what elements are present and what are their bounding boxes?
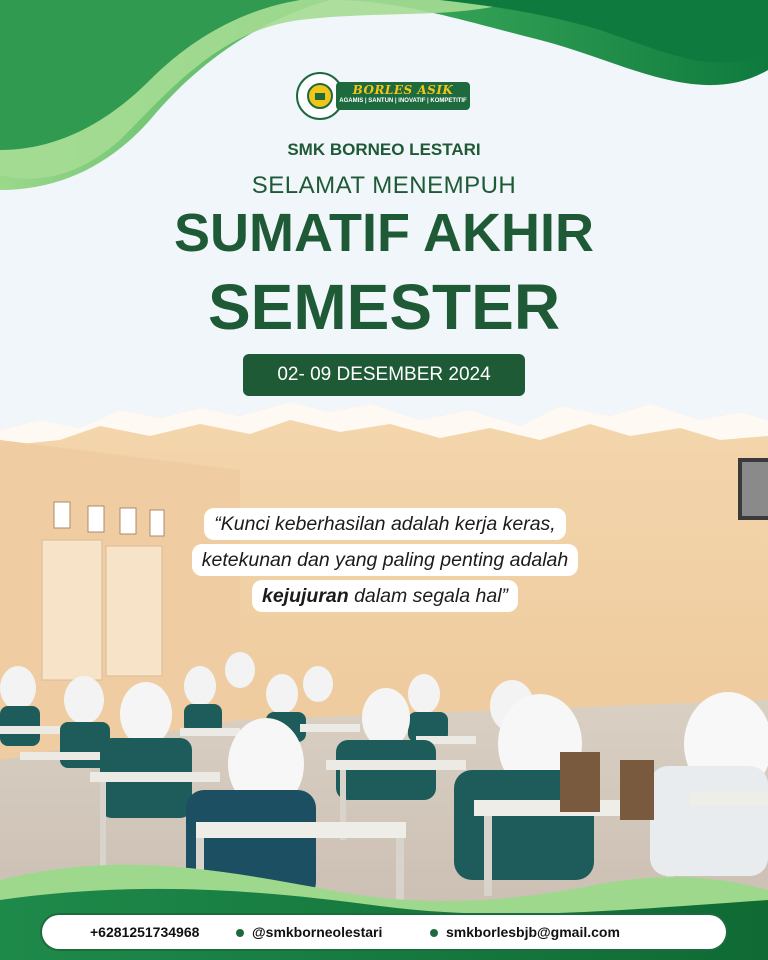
- pre-title: SELAMAT MENEMPUH: [251, 172, 517, 199]
- title-line-1: SUMATIF AKHIR: [174, 203, 594, 263]
- emblem-center: [307, 83, 333, 109]
- quote-line-2: ketekunan dan yang paling penting adalah: [192, 544, 578, 576]
- email-contact[interactable]: [430, 915, 620, 949]
- quote-emphasis: kejujuran: [261, 585, 349, 607]
- school-logo: [296, 72, 472, 120]
- motivational-quote: [150, 508, 620, 616]
- book-icon: [315, 93, 325, 100]
- email-address: smkborlesbjb@gmail.com: [446, 924, 620, 940]
- contact-footer: [42, 915, 726, 949]
- date-badge: 02- 09 DESEMBER 2024: [243, 354, 525, 396]
- logo-ribbon: [336, 82, 470, 110]
- school-name: SMK BORNEO LESTARI: [287, 140, 481, 159]
- quote-line-3: [252, 580, 518, 612]
- bullet-icon: [430, 929, 438, 937]
- logo-name: BORLES ASIK: [352, 83, 454, 97]
- instagram-contact[interactable]: [236, 915, 382, 949]
- phone-number[interactable]: +6281251734968: [90, 924, 200, 940]
- title-line-2: SEMESTER: [207, 271, 561, 343]
- quote-line-3-rest: dalam segala hal”: [348, 585, 509, 607]
- logo-tagline: AGAMIS | SANTUN | INOVATIF | KOMPETITIF: [339, 98, 467, 104]
- bullet-icon: [236, 929, 244, 937]
- quote-line-1: “Kunci keberhasilan adalah kerja keras,: [204, 508, 565, 540]
- instagram-handle: @smkborneolestari: [252, 924, 383, 940]
